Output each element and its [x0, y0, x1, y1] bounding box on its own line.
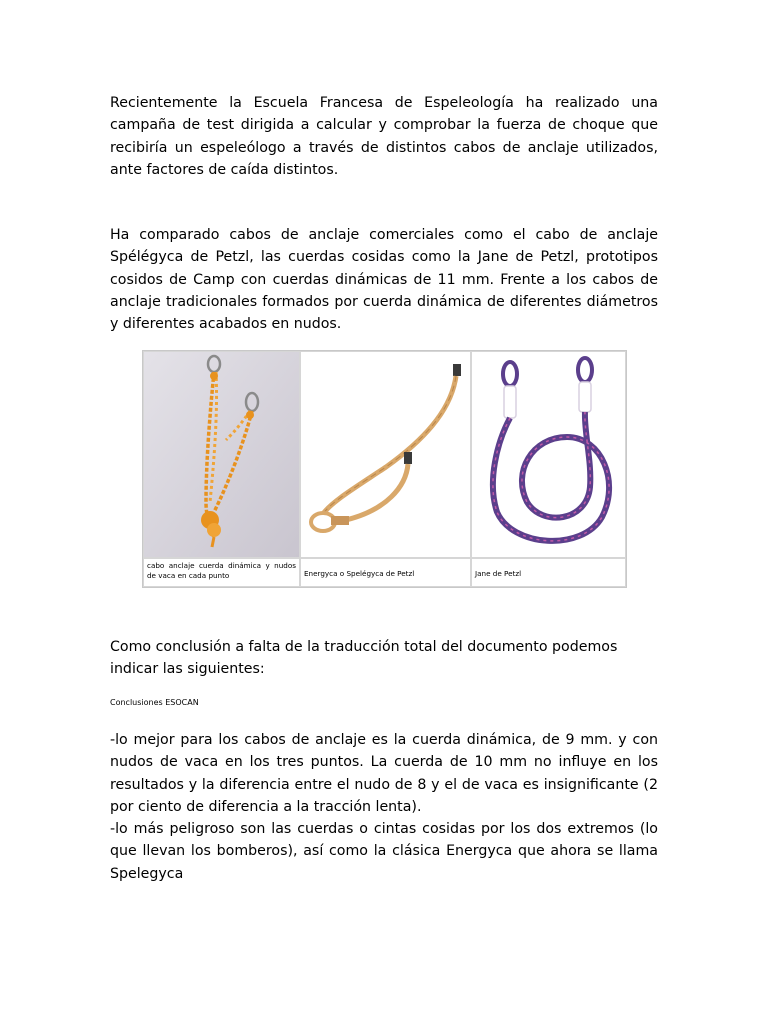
conclusion-item-1: -lo mejor para los cabos de anclaje es la cuerda dinámica, de 9 mm. y con nudos de vaca en los tres puntos. La cuerda de 10 mm no influye en los resultados y la diferencia entre el nudo de 8 y el de vaca es insignificante (2 por ciento de diferencia a la tracción lenta).	[110, 732, 658, 815]
comparison-paragraph: Ha comparado cabos de anclaje comerciales como el cabo de anclaje Spélégyca de Petzl, las cuerdas cosidas como la Jane de Petzl, prototipos cosidos de Camp con cuerdas dinámicas de 11 mm. Frente a los cabos de anclaje tradicionales formados por cuerda dinámica de diferentes diámetros y diferentes acabados en nudos.	[110, 227, 658, 333]
purple-rope-image	[472, 352, 625, 557]
conclusion-item-2: -lo más peligroso son las cuerdas o cintas cosidas por los dos extremos (lo que llevan los bomberos), así como la clásica Energyca que ahora se llama Spelegyca	[110, 821, 658, 882]
photo-spelegyca-lanyard	[300, 351, 471, 558]
conclusions-list	[110, 729, 658, 885]
tan-lanyard-image	[301, 352, 470, 557]
caption-dynamic-rope: cabo anclaje cuerda dinámica y nudos de vaca en cada punto	[143, 558, 300, 587]
photo-jane-rope	[471, 351, 626, 558]
caption-jane: Jane de Petzl	[471, 558, 626, 587]
lanyard-photo-table	[142, 350, 627, 588]
intro-paragraph: Recientemente la Escuela Francesa de Espeleología ha realizado una campaña de test dirigida a calcular y comprobar la fuerza de choque que recibiría un espeleólogo a través de distintos cabos de anclaje utilizados, ante factores de caída distintos.	[110, 95, 658, 178]
conclusion-intro-paragraph: Como conclusión a falta de la traducción total del documento podemos indicar las siguientes:	[110, 639, 618, 678]
caption-spelegyca: Energyca o Spelégyca de Petzl	[300, 558, 471, 587]
photo-dynamic-rope-lanyard	[143, 351, 300, 558]
orange-rope-lanyard-image	[144, 352, 299, 557]
conclusions-heading: Conclusiones ESOCAN	[110, 698, 199, 707]
